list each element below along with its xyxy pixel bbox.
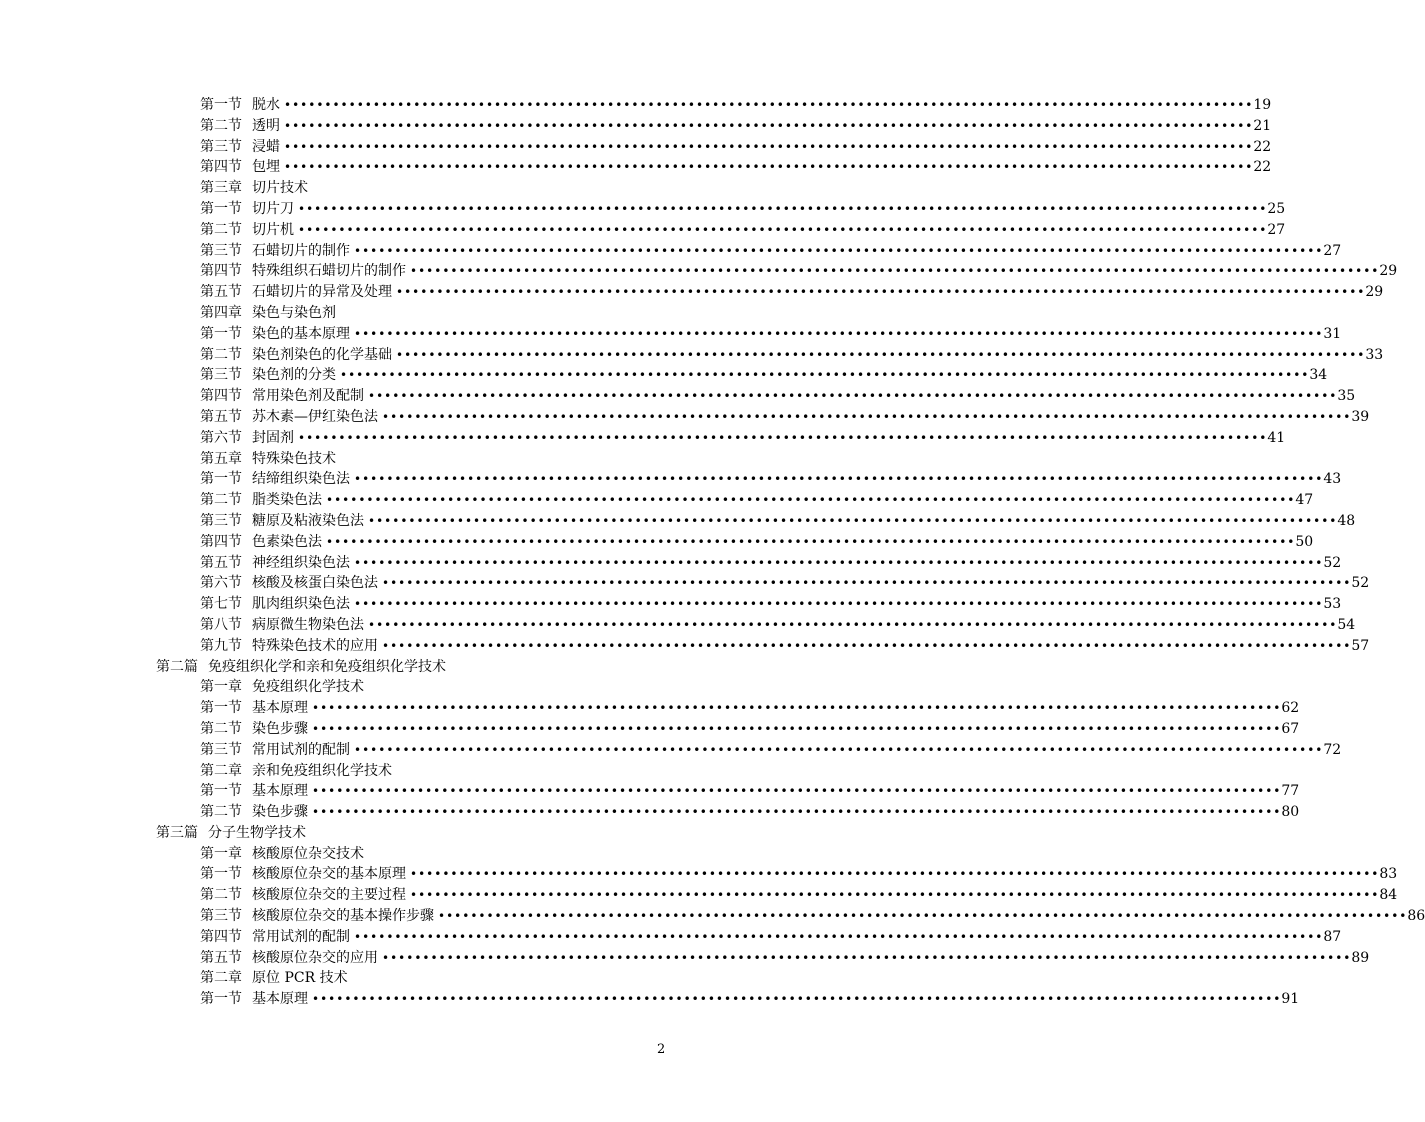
- toc-entry-label: [200, 95, 284, 116]
- toc-chapter-heading: [0, 968, 793, 989]
- section-number: 第二节: [200, 221, 242, 238]
- chapter-title: 原位 PCR 技术: [252, 970, 348, 987]
- section-number: 第四节: [200, 928, 242, 945]
- section-number: 第九节: [200, 637, 242, 654]
- toc-entry-label: [200, 573, 382, 594]
- section-title: 染色的基本原理: [252, 325, 350, 342]
- page-ref: 29: [1379, 263, 1398, 280]
- chapter-number: 第五章: [200, 450, 242, 467]
- section-number: 第六节: [200, 575, 242, 592]
- page-ref: 27: [1323, 242, 1342, 259]
- section-number: 第七节: [200, 596, 242, 613]
- dot-leader: ••••••••••••••••••••••••••••••••••••••••••••••••••••••••••••••••••••••••••••••••••••••••••••••••••••••••••••••••••••••••: [410, 888, 1380, 903]
- toc-section-entry: [0, 261, 1398, 282]
- section-title: 肌肉组织染色法: [252, 596, 350, 613]
- dot-leader: ••••••••••••••••••••••••••••••••••••••••••••••••••••••••••••••••••••••••••••••••••••••••••••••••••••••••••••••••••••••••: [382, 576, 1352, 591]
- chapter-title: 核酸原位杂交技术: [252, 845, 364, 862]
- toc-section-entry: [0, 573, 1370, 594]
- chapter-number: 第四章: [200, 304, 242, 321]
- dot-leader: ••••••••••••••••••••••••••••••••••••••••••••••••••••••••••••••••••••••••••••••••••••••••••••••••••••••••••••••••••••••••: [326, 534, 1296, 549]
- section-number: 第二节: [200, 720, 242, 737]
- dot-leader: ••••••••••••••••••••••••••••••••••••••••••••••••••••••••••••••••••••••••••••••••••••••••••••••••••••••••••••••••••••••••: [312, 805, 1282, 820]
- section-number: 第三节: [200, 242, 242, 259]
- toc-section-entry: [0, 324, 1342, 345]
- page-ref: 54: [1337, 616, 1356, 633]
- toc-section-entry: [0, 116, 1272, 137]
- page-ref: 52: [1323, 554, 1342, 571]
- section-title: 基本原理: [252, 700, 308, 717]
- dot-leader: ••••••••••••••••••••••••••••••••••••••••••••••••••••••••••••••••••••••••••••••••••••••••••••••••••••••••••••••••••••••••: [354, 742, 1324, 757]
- toc-section-entry: [0, 95, 1272, 116]
- section-number: 第四节: [200, 159, 242, 176]
- dot-leader: ••••••••••••••••••••••••••••••••••••••••••••••••••••••••••••••••••••••••••••••••••••••••••••••••••••••••••••••••••••••••: [396, 285, 1366, 300]
- toc-entry-label: [200, 948, 382, 969]
- section-number: 第三节: [200, 367, 242, 384]
- page-ref: 31: [1323, 325, 1342, 342]
- toc-section-entry: [0, 989, 1300, 1010]
- section-number: 第二节: [200, 492, 242, 509]
- toc-section-entry: [0, 137, 1272, 158]
- dot-leader: ••••••••••••••••••••••••••••••••••••••••••••••••••••••••••••••••••••••••••••••••••••••••••••••••••••••••••••••••••••••••: [438, 909, 1408, 924]
- toc-entry-label: [200, 157, 284, 178]
- page-ref: 21: [1253, 117, 1272, 134]
- section-title: 切片刀: [252, 200, 294, 217]
- dot-leader: ••••••••••••••••••••••••••••••••••••••••••••••••••••••••••••••••••••••••••••••••••••••••••••••••••••••••••••••••••••••••: [312, 992, 1282, 1007]
- section-title: 染色剂染色的化学基础: [252, 346, 392, 363]
- toc-entry-label: [200, 386, 368, 407]
- dot-leader: ••••••••••••••••••••••••••••••••••••••••••••••••••••••••••••••••••••••••••••••••••••••••••••••••••••••••••••••••••••••••: [298, 222, 1268, 237]
- toc-entry-label: [200, 698, 312, 719]
- toc-entry-label: [200, 864, 410, 885]
- part-title: 免疫组织化学和亲和免疫组织化学技术: [208, 658, 446, 675]
- dot-leader: ••••••••••••••••••••••••••••••••••••••••••••••••••••••••••••••••••••••••••••••••••••••••••••••••••••••••••••••••••••••••: [298, 430, 1268, 445]
- section-title: 脱水: [252, 97, 280, 113]
- toc-section-entry: [0, 948, 1370, 969]
- toc-entry-label: [200, 553, 354, 574]
- toc-section-entry: [0, 636, 1370, 657]
- section-number: 第二节: [200, 804, 242, 821]
- part-title: 分子生物学技术: [208, 824, 306, 841]
- section-title: 糖原及粘液染色法: [252, 512, 364, 529]
- toc-section-entry: [0, 532, 1314, 553]
- page-ref: 86: [1407, 908, 1425, 925]
- page-ref: 50: [1295, 533, 1314, 550]
- section-number: 第一节: [200, 991, 242, 1008]
- page-ref: 67: [1281, 720, 1300, 737]
- toc-section-entry: [0, 407, 1370, 428]
- chapter-number: 第一章: [200, 679, 242, 696]
- section-number: 第五节: [200, 408, 242, 425]
- section-title: 染色步骤: [252, 804, 308, 821]
- page-ref: 19: [1253, 97, 1272, 113]
- chapter-number: 第二章: [200, 970, 242, 987]
- toc-section-entry: [0, 615, 1356, 636]
- toc-entry-label: [200, 199, 298, 220]
- toc-chapter-heading: [0, 844, 793, 865]
- section-title: 核酸原位杂交的基本操作步骤: [252, 908, 434, 925]
- toc-section-entry: [0, 241, 1342, 262]
- toc-section-entry: [0, 885, 1398, 906]
- page-ref: 57: [1351, 637, 1370, 654]
- toc-section-entry: [0, 345, 1384, 366]
- section-number: 第一节: [200, 325, 242, 342]
- chapter-title: 亲和免疫组织化学技术: [252, 762, 392, 779]
- section-number: 第三节: [200, 512, 242, 529]
- page-ref: 35: [1337, 388, 1356, 405]
- toc-entry-label: [200, 365, 340, 386]
- toc-entry-label: [200, 116, 284, 137]
- section-title: 包埋: [252, 159, 280, 176]
- chapter-title: 特殊染色技术: [252, 450, 336, 467]
- page-ref: 33: [1365, 346, 1384, 363]
- page-ref: 52: [1351, 575, 1370, 592]
- section-number: 第一节: [200, 97, 242, 113]
- chapter-title: 免疫组织化学技术: [252, 679, 364, 696]
- section-number: 第六节: [200, 429, 242, 446]
- toc-entry-label: [200, 532, 326, 553]
- page-ref: 27: [1267, 221, 1286, 238]
- section-title: 苏木素—伊红染色法: [252, 408, 378, 425]
- toc-entry-label: [200, 220, 298, 241]
- toc-section-entry: [0, 740, 1342, 761]
- section-title: 浸蜡: [252, 138, 280, 155]
- section-number: 第五节: [200, 284, 242, 301]
- dot-leader: ••••••••••••••••••••••••••••••••••••••••••••••••••••••••••••••••••••••••••••••••••••••••••••••••••••••••••••••••••••••••: [354, 243, 1324, 258]
- page-ref: 62: [1281, 700, 1300, 717]
- dot-leader: ••••••••••••••••••••••••••••••••••••••••••••••••••••••••••••••••••••••••••••••••••••••••••••••••••••••••••••••••••••••••: [284, 160, 1254, 175]
- page-ref: 47: [1295, 492, 1314, 509]
- toc-entry-label: [200, 636, 382, 657]
- toc-chapter-heading: [0, 761, 793, 782]
- page-ref: 25: [1267, 200, 1286, 217]
- section-number: 第四节: [200, 263, 242, 280]
- section-number: 第四节: [200, 533, 242, 550]
- toc-section-entry: [0, 594, 1342, 615]
- toc-entry-label: [200, 345, 396, 366]
- chapter-title: 切片技术: [252, 180, 308, 197]
- section-title: 结缔组织染色法: [252, 471, 350, 488]
- page-ref: 83: [1379, 866, 1398, 883]
- part-number: 第二篇: [156, 658, 198, 675]
- dot-leader: ••••••••••••••••••••••••••••••••••••••••••••••••••••••••••••••••••••••••••••••••••••••••••••••••••••••••••••••••••••••••: [368, 389, 1338, 404]
- section-number: 第一节: [200, 700, 242, 717]
- dot-leader: ••••••••••••••••••••••••••••••••••••••••••••••••••••••••••••••••••••••••••••••••••••••••••••••••••••••••••••••••••••••••: [312, 784, 1282, 799]
- dot-leader: ••••••••••••••••••••••••••••••••••••••••••••••••••••••••••••••••••••••••••••••••••••••••••••••••••••••••••••••••••••••••: [284, 139, 1254, 154]
- section-number: 第二节: [200, 117, 242, 134]
- dot-leader: ••••••••••••••••••••••••••••••••••••••••••••••••••••••••••••••••••••••••••••••••••••••••••••••••••••••••••••••••••••••••: [354, 929, 1324, 944]
- section-title: 常用染色剂及配制: [252, 388, 364, 405]
- section-number: 第一节: [200, 783, 242, 800]
- toc-section-entry: [0, 428, 1286, 449]
- page-ref: 77: [1281, 783, 1300, 800]
- dot-leader: ••••••••••••••••••••••••••••••••••••••••••••••••••••••••••••••••••••••••••••••••••••••••••••••••••••••••••••••••••••••••: [354, 472, 1324, 487]
- section-number: 第三节: [200, 741, 242, 758]
- toc-section-entry: [0, 864, 1398, 885]
- toc-section-entry: [0, 490, 1314, 511]
- section-title: 特殊染色技术的应用: [252, 637, 378, 654]
- dot-leader: ••••••••••••••••••••••••••••••••••••••••••••••••••••••••••••••••••••••••••••••••••••••••••••••••••••••••••••••••••••••••: [298, 201, 1268, 216]
- toc-entry-label: [200, 802, 312, 823]
- dot-leader: ••••••••••••••••••••••••••••••••••••••••••••••••••••••••••••••••••••••••••••••••••••••••••••••••••••••••••••••••••••••••: [312, 721, 1282, 736]
- section-title: 透明: [252, 117, 280, 134]
- toc-entry-label: [200, 469, 354, 490]
- section-number: 第三节: [200, 138, 242, 155]
- toc-entry-label: [200, 490, 326, 511]
- dot-leader: ••••••••••••••••••••••••••••••••••••••••••••••••••••••••••••••••••••••••••••••••••••••••••••••••••••••••••••••••••••••••: [368, 513, 1338, 528]
- toc-entry-label: [200, 719, 312, 740]
- section-title: 常用试剂的配制: [252, 928, 350, 945]
- toc-section-entry: [0, 282, 1384, 303]
- toc-entry-label: [200, 324, 354, 345]
- page-ref: 22: [1253, 138, 1272, 155]
- dot-leader: ••••••••••••••••••••••••••••••••••••••••••••••••••••••••••••••••••••••••••••••••••••••••••••••••••••••••••••••••••••••••: [368, 617, 1338, 632]
- chapter-title: 染色与染色剂: [252, 304, 336, 321]
- toc-entry-label: [200, 428, 298, 449]
- toc-section-entry: [0, 386, 1356, 407]
- toc-entry-label: [200, 137, 284, 158]
- section-number: 第二节: [200, 887, 242, 904]
- section-title: 染色步骤: [252, 720, 308, 737]
- chapter-number: 第三章: [200, 180, 242, 197]
- toc-chapter-heading: [0, 303, 793, 324]
- page-ref: 91: [1281, 991, 1300, 1008]
- section-title: 色素染色法: [252, 533, 322, 550]
- toc-entry-label: [200, 261, 410, 282]
- toc-section-entry: [0, 220, 1286, 241]
- toc-part-heading: [0, 657, 793, 678]
- table-of-contents: [0, 95, 1425, 1010]
- dot-leader: ••••••••••••••••••••••••••••••••••••••••••••••••••••••••••••••••••••••••••••••••••••••••••••••••••••••••••••••••••••••••: [396, 347, 1366, 362]
- toc-section-entry: [0, 157, 1272, 178]
- toc-section-entry: [0, 199, 1286, 220]
- toc-chapter-heading: [0, 677, 793, 698]
- toc-section-entry: [0, 719, 1300, 740]
- section-number: 第五节: [200, 554, 242, 571]
- section-title: 核酸原位杂交的主要过程: [252, 887, 406, 904]
- dot-leader: ••••••••••••••••••••••••••••••••••••••••••••••••••••••••••••••••••••••••••••••••••••••••••••••••••••••••••••••••••••••••: [354, 555, 1324, 570]
- toc-part-heading: [0, 823, 793, 844]
- section-title: 封固剂: [252, 429, 294, 446]
- section-title: 核酸及核蛋白染色法: [252, 575, 378, 592]
- page-ref: 84: [1379, 887, 1398, 904]
- toc-section-entry: [0, 906, 1425, 927]
- page-ref: 48: [1337, 512, 1356, 529]
- section-title: 石蜡切片的制作: [252, 242, 350, 259]
- section-number: 第三节: [200, 908, 242, 925]
- page-ref: 41: [1267, 429, 1286, 446]
- section-title: 特殊组织石蜡切片的制作: [252, 263, 406, 280]
- section-title: 切片机: [252, 221, 294, 238]
- dot-leader: ••••••••••••••••••••••••••••••••••••••••••••••••••••••••••••••••••••••••••••••••••••••••••••••••••••••••••••••••••••••••: [354, 597, 1324, 612]
- toc-entry-label: [200, 615, 368, 636]
- chapter-number: 第二章: [200, 762, 242, 779]
- page-ref: 87: [1323, 928, 1342, 945]
- dot-leader: ••••••••••••••••••••••••••••••••••••••••••••••••••••••••••••••••••••••••••••••••••••••••••••••••••••••••••••••••••••••••: [382, 409, 1352, 424]
- toc-section-entry: [0, 781, 1300, 802]
- page-ref: 43: [1323, 471, 1342, 488]
- toc-entry-label: [200, 906, 438, 927]
- dot-leader: ••••••••••••••••••••••••••••••••••••••••••••••••••••••••••••••••••••••••••••••••••••••••••••••••••••••••••••••••••••••••: [410, 867, 1380, 882]
- page-ref: 34: [1309, 367, 1328, 384]
- part-number: 第三篇: [156, 824, 198, 841]
- dot-leader: ••••••••••••••••••••••••••••••••••••••••••••••••••••••••••••••••••••••••••••••••••••••••••••••••••••••••••••••••••••••••: [284, 118, 1254, 133]
- toc-entry-label: [200, 740, 354, 761]
- toc-entry-label: [200, 989, 312, 1010]
- dot-leader: ••••••••••••••••••••••••••••••••••••••••••••••••••••••••••••••••••••••••••••••••••••••••••••••••••••••••••••••••••••••••: [312, 701, 1282, 716]
- section-title: 核酸原位杂交的基本原理: [252, 866, 406, 883]
- toc-section-entry: [0, 927, 1342, 948]
- dot-leader: ••••••••••••••••••••••••••••••••••••••••••••••••••••••••••••••••••••••••••••••••••••••••••••••••••••••••••••••••••••••••: [284, 98, 1254, 112]
- section-number: 第一节: [200, 866, 242, 883]
- toc-section-entry: [0, 802, 1300, 823]
- dot-leader: ••••••••••••••••••••••••••••••••••••••••••••••••••••••••••••••••••••••••••••••••••••••••••••••••••••••••••••••••••••••••: [382, 950, 1352, 965]
- toc-entry-label: [200, 282, 396, 303]
- page-ref: 53: [1323, 596, 1342, 613]
- toc-entry-label: [200, 241, 354, 262]
- toc-entry-label: [200, 511, 368, 532]
- section-number: 第一节: [200, 471, 242, 488]
- section-title: 病原微生物染色法: [252, 616, 364, 633]
- section-title: 基本原理: [252, 783, 308, 800]
- section-title: 基本原理: [252, 991, 308, 1008]
- dot-leader: ••••••••••••••••••••••••••••••••••••••••••••••••••••••••••••••••••••••••••••••••••••••••••••••••••••••••••••••••••••••••: [340, 368, 1310, 383]
- dot-leader: ••••••••••••••••••••••••••••••••••••••••••••••••••••••••••••••••••••••••••••••••••••••••••••••••••••••••••••••••••••••••: [382, 638, 1352, 653]
- dot-leader: ••••••••••••••••••••••••••••••••••••••••••••••••••••••••••••••••••••••••••••••••••••••••••••••••••••••••••••••••••••••••: [326, 493, 1296, 508]
- page-ref: 29: [1365, 284, 1384, 301]
- page-ref: 72: [1323, 741, 1342, 758]
- section-number: 第五节: [200, 949, 242, 966]
- page-number: 2: [657, 1042, 666, 1057]
- section-number: 第四节: [200, 388, 242, 405]
- toc-section-entry: [0, 698, 1300, 719]
- section-number: 第一节: [200, 200, 242, 217]
- toc-entry-label: [200, 781, 312, 802]
- toc-entry-label: [200, 594, 354, 615]
- chapter-number: 第一章: [200, 845, 242, 862]
- toc-section-entry: [0, 511, 1356, 532]
- toc-entry-label: [200, 407, 382, 428]
- toc-chapter-heading: [0, 178, 793, 199]
- section-title: 脂类染色法: [252, 492, 322, 509]
- page-ref: 22: [1253, 159, 1272, 176]
- dot-leader: ••••••••••••••••••••••••••••••••••••••••••••••••••••••••••••••••••••••••••••••••••••••••••••••••••••••••••••••••••••••••: [410, 264, 1380, 279]
- toc-section-entry: [0, 553, 1342, 574]
- toc-entry-label: [200, 927, 354, 948]
- page-ref: 39: [1351, 408, 1370, 425]
- toc-chapter-heading: [0, 449, 793, 470]
- section-number: 第八节: [200, 616, 242, 633]
- page-ref: 89: [1351, 949, 1370, 966]
- section-title: 常用试剂的配制: [252, 741, 350, 758]
- section-number: 第二节: [200, 346, 242, 363]
- section-title: 染色剂的分类: [252, 367, 336, 384]
- toc-entry-label: [200, 885, 410, 906]
- section-title: 核酸原位杂交的应用: [252, 949, 378, 966]
- section-title: 神经组织染色法: [252, 554, 350, 571]
- dot-leader: ••••••••••••••••••••••••••••••••••••••••••••••••••••••••••••••••••••••••••••••••••••••••••••••••••••••••••••••••••••••••: [354, 326, 1324, 341]
- page-ref: 80: [1281, 804, 1300, 821]
- toc-section-entry: [0, 365, 1328, 386]
- section-title: 石蜡切片的异常及处理: [252, 284, 392, 301]
- toc-section-entry: [0, 469, 1342, 490]
